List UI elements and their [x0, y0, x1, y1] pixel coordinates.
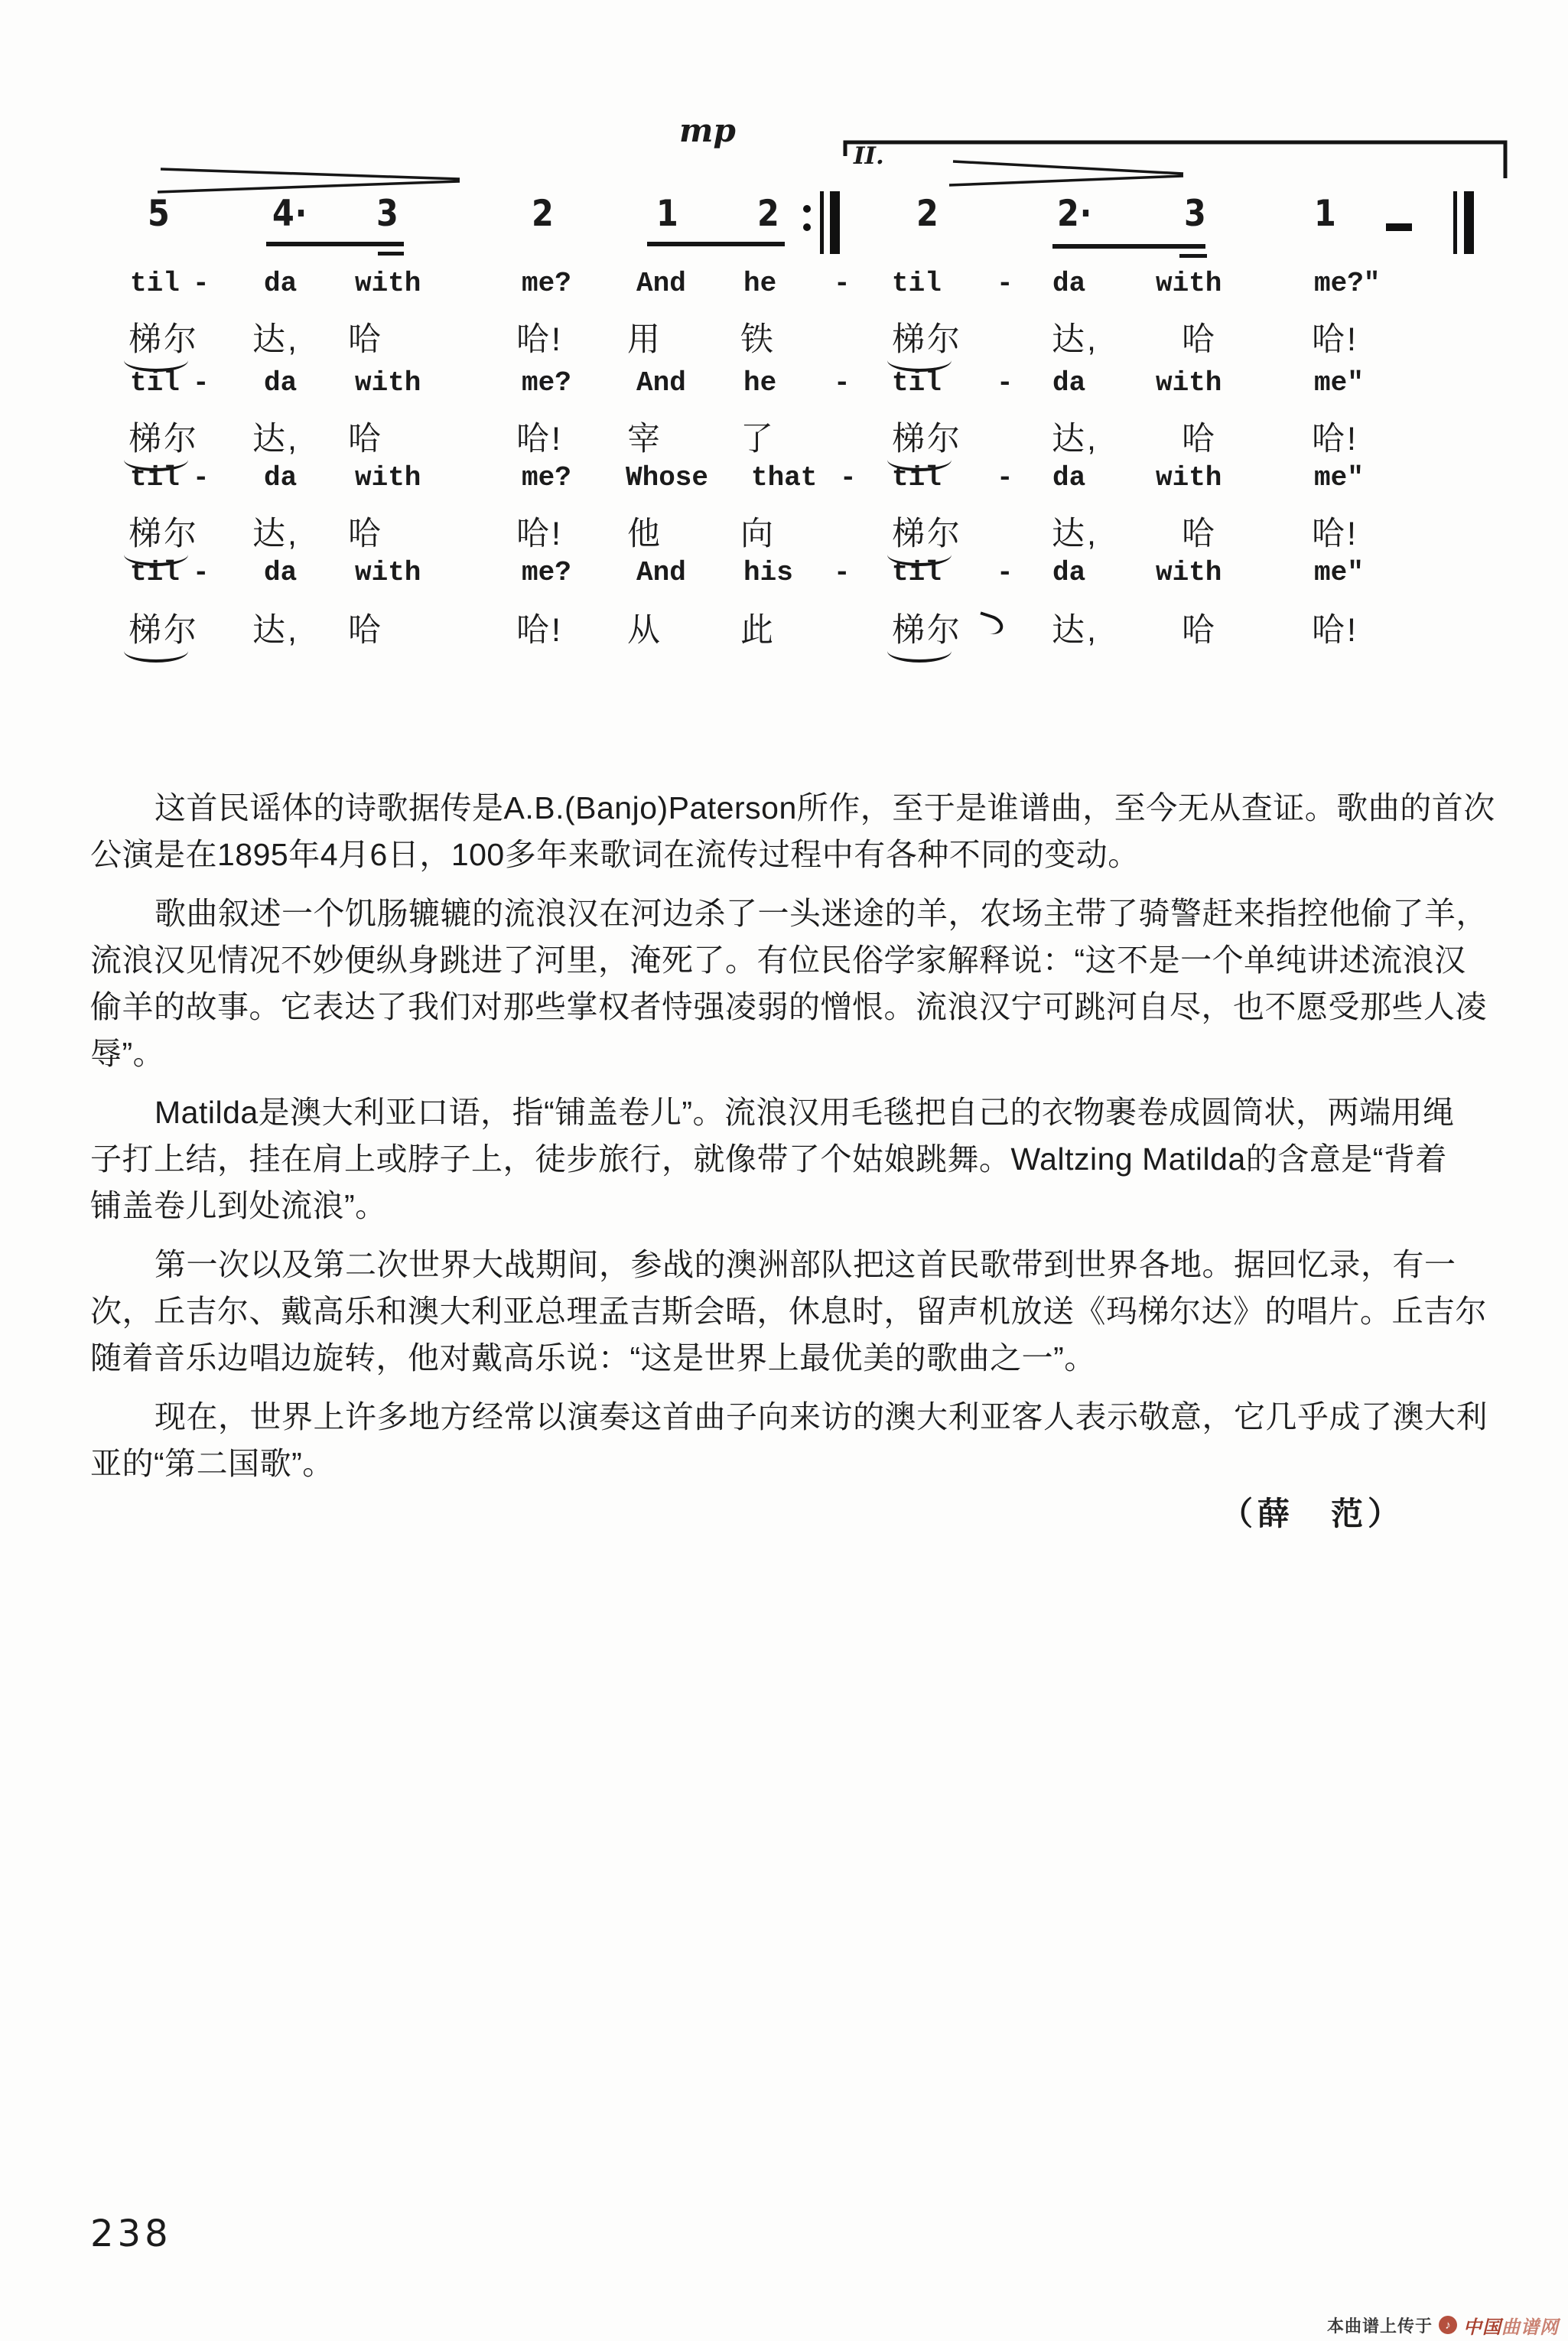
lyric-token: me"	[1314, 462, 1364, 493]
lyric-token: 哈	[348, 612, 383, 649]
essay-line: 现在，世界上许多地方经常以演奏这首曲子向来访的澳大利亚客人表示敬意，它几乎成了澳大利	[155, 1399, 1488, 1434]
lyric-token: with	[1156, 367, 1222, 399]
lyric-token: 达,	[1052, 421, 1098, 457]
lyric-token: -	[193, 268, 210, 299]
lyric-token: 哈	[1182, 321, 1217, 358]
lyric-token: with	[1156, 462, 1222, 493]
lyric-token: -	[834, 268, 851, 299]
lyric-token: da	[1052, 462, 1086, 493]
essay-line: 子打上结，挂在肩上或脖子上，徒步旅行，就像带了个姑娘跳舞。Waltzing Matilda的含意是“背着	[90, 1141, 1447, 1177]
quwang-logo-icon: ♪	[1439, 2316, 1457, 2334]
lyric-token: 梯尔	[892, 516, 962, 552]
repeat-dot	[803, 223, 811, 231]
lyric-token: 哈!	[516, 612, 563, 649]
lyric-token: me?	[522, 367, 571, 399]
lyric-token: 铁	[740, 321, 776, 358]
lyric-token: 哈	[1182, 612, 1217, 649]
lyric-token: til	[130, 268, 180, 299]
lyric-token: -	[997, 268, 1013, 299]
lyric-token: 达,	[1052, 612, 1098, 649]
lyric-token: 达,	[252, 516, 299, 552]
lyric-token: -	[834, 367, 851, 399]
lyric-token: til	[892, 367, 942, 399]
lyric-row-en	[0, 268, 1568, 317]
lyric-token: -	[997, 557, 1013, 588]
lyric-token: me?	[522, 557, 571, 588]
lyric-token: -	[997, 462, 1013, 493]
essay-line: 辱”。	[90, 1036, 165, 1071]
essay-line: 亚的“第二国歌”。	[90, 1446, 334, 1481]
lyric-token: me"	[1314, 557, 1364, 588]
lyric-token: 哈	[348, 516, 383, 552]
lyric-token: -	[193, 557, 210, 588]
lyric-token: 了	[740, 421, 776, 457]
note-digit: 1	[656, 193, 679, 235]
essay-line: 歌曲叙述一个饥肠辘辘的流浪汉在河边杀了一头迷途的羊，农场主带了骑警赶来指控他偷了羊，	[155, 896, 1488, 931]
lyric-token: And	[636, 557, 686, 588]
lyric-token: -	[193, 367, 210, 399]
lyric-row-en	[0, 367, 1568, 416]
lyric-token: 哈	[348, 421, 383, 457]
lyric-token: 哈	[1182, 516, 1217, 552]
lyric-token: with	[355, 462, 421, 493]
note-digit: 3	[376, 193, 399, 235]
lyric-token: his	[743, 557, 793, 588]
volta-label: II.	[854, 142, 884, 170]
lyric-token: da	[264, 268, 298, 299]
lyric-token: me?	[522, 462, 571, 493]
lyric-token: 达,	[1052, 516, 1098, 552]
lyric-token: 哈!	[1312, 612, 1358, 649]
lyric-token: 哈	[1182, 421, 1217, 457]
lyric-token: that	[751, 462, 818, 493]
lyric-token: 梯尔	[128, 612, 199, 649]
page-number: 238	[90, 2212, 172, 2255]
note-digit: 2·	[1057, 193, 1093, 235]
lyric-token: 哈!	[516, 516, 563, 552]
lyric-token: til	[130, 462, 180, 493]
lyric-token: -	[834, 557, 851, 588]
lyric-token: -	[840, 462, 857, 493]
lyric-token: 梯尔	[128, 321, 199, 358]
final-barline-thin	[1453, 191, 1457, 254]
lyric-slur	[124, 640, 188, 663]
note-digit: 5	[148, 193, 171, 235]
repeat-barline-thick	[830, 191, 840, 254]
paragraph	[90, 785, 1495, 878]
note-digit: 1	[1314, 193, 1337, 235]
lyric-slur	[887, 640, 952, 663]
lyric-token: -	[193, 462, 210, 493]
decrescendo-hairpin-left	[158, 169, 460, 192]
lyric-token: til	[892, 557, 942, 588]
watermark-brand-part2: 曲谱网	[1501, 2317, 1559, 2338]
watermark-brand	[1463, 2312, 1559, 2339]
lyric-token: 哈!	[1312, 321, 1358, 358]
lyric-token: with	[1156, 268, 1222, 299]
lyric-token: til	[130, 557, 180, 588]
essay	[90, 785, 1495, 1499]
lyric-token: And	[636, 268, 686, 299]
paragraph	[90, 890, 1488, 1077]
lyric-token: 哈!	[516, 421, 563, 457]
watermark	[1327, 2313, 1559, 2336]
lyric-token: 梯尔	[128, 516, 199, 552]
lyric-token: 向	[740, 516, 776, 552]
lyric-token: me"	[1314, 367, 1364, 399]
repeat-barline-thin	[820, 191, 824, 254]
lyric-token: 哈	[348, 321, 383, 358]
dynamic-marking: mp	[679, 112, 736, 149]
lyric-token: da	[264, 462, 298, 493]
watermark-brand-part1: 中国	[1463, 2317, 1501, 2338]
note-digit: 4·	[272, 193, 308, 235]
repeat-dot	[803, 205, 811, 213]
translator-signature: （薛 范）	[1221, 1496, 1405, 1532]
note-digit: 3	[1184, 193, 1207, 235]
essay-line: 流浪汉见情况不妙便纵身跳进了河里，淹死了。有位民俗学家解释说：“这不是一个单纯讲述流浪汉	[90, 943, 1466, 978]
final-barline-thick	[1464, 191, 1474, 254]
lyric-token: 梯尔	[892, 321, 962, 358]
lyric-token: da	[264, 557, 298, 588]
lyric-token: 他	[627, 516, 662, 552]
lyric-token: 达,	[252, 321, 299, 358]
lyric-token: 哈!	[1312, 421, 1358, 457]
sub-beam	[378, 252, 404, 256]
lyric-token: he	[743, 367, 777, 399]
lyric-token: 梯尔	[892, 421, 962, 457]
lyric-token: 梯尔	[892, 612, 962, 649]
beam	[647, 242, 785, 246]
lyric-token: til	[130, 367, 180, 399]
lyric-row-en	[0, 557, 1568, 606]
lyric-token: 梯尔	[128, 421, 199, 457]
lyric-token: And	[636, 367, 686, 399]
lyric-token: da	[1052, 367, 1086, 399]
essay-line: 随着音乐边唱边旋转，他对戴高乐说：“这是世界上最优美的歌曲之一”。	[90, 1340, 1096, 1376]
lyric-token: with	[355, 557, 421, 588]
lyric-token: me?	[522, 268, 571, 299]
lyric-token: me?"	[1314, 268, 1381, 299]
paragraph	[90, 1394, 1488, 1487]
lyric-token: til	[892, 268, 942, 299]
lyric-token: til	[892, 462, 942, 493]
essay-line: 第一次以及第二次世界大战期间，参战的澳洲部队把这首民歌带到世界各地。据回忆录，有一	[155, 1247, 1456, 1282]
lyric-row-en	[0, 462, 1568, 511]
lyric-token: 达,	[252, 612, 299, 649]
lyric-token: 宰	[627, 421, 662, 457]
paragraph	[90, 1089, 1485, 1229]
note-digit: 2	[757, 193, 780, 235]
note-digit: 2	[916, 193, 939, 235]
beam	[266, 242, 404, 246]
essay-line: Matilda是澳大利亚口语，指“铺盖卷儿”。流浪汉用毛毯把自己的衣物裹卷成圆筒状，两端用绳	[155, 1095, 1455, 1130]
beam	[1052, 244, 1205, 249]
essay-line: 这首民谣体的诗歌据传是A.B.(Banjo)Paterson所作，至于是谁谱曲，至今无从查证。歌曲的首次	[155, 790, 1495, 825]
essay-line: 次，丘吉尔、戴高乐和澳大利亚总理孟吉斯会晤，休息时，留声机放送《玛梯尔达》的唱片。丘吉尔	[90, 1294, 1487, 1329]
lyric-row-zh	[0, 413, 1568, 462]
lyric-token: he	[743, 268, 777, 299]
note-digit: 2	[532, 193, 555, 235]
sub-beam	[1179, 254, 1207, 258]
lyric-token: Whose	[626, 462, 709, 493]
decrescendo-hairpin-right	[949, 161, 1183, 185]
lyric-row-zh	[0, 314, 1568, 363]
lyric-row-zh	[0, 508, 1568, 557]
lyric-token: da	[1052, 268, 1086, 299]
essay-line: 偷羊的故事。它表达了我们对那些掌权者恃强凌弱的憎恨。流浪汉宁可跳河自尽，也不愿受那些人凌	[90, 989, 1487, 1024]
lyric-token: da	[264, 367, 298, 399]
lyric-token: with	[1156, 557, 1222, 588]
half-note-dash	[1386, 223, 1412, 231]
lyric-token: with	[355, 268, 421, 299]
lyric-token: -	[997, 367, 1013, 399]
essay-line: 铺盖卷儿到处流浪”。	[90, 1188, 387, 1223]
lyric-token: 达,	[1052, 321, 1098, 358]
paragraph	[90, 1242, 1485, 1382]
notation-staff	[0, 0, 1568, 275]
lyric-token: 此	[740, 612, 776, 649]
lyric-token: 从	[627, 612, 662, 649]
lyric-token: da	[1052, 557, 1086, 588]
stray-curve-mark	[975, 611, 1006, 637]
lyric-token: 达,	[252, 421, 299, 457]
watermark-prefix: 本曲谱上传于	[1326, 2316, 1433, 2336]
lyric-token: with	[355, 367, 421, 399]
lyric-token: 哈!	[1312, 516, 1358, 552]
lyric-row-zh	[0, 604, 1568, 653]
essay-line: 公演是在1895年4月6日，100多年来歌词在流传过程中有各种不同的变动。	[90, 837, 1140, 872]
lyric-token: 用	[627, 321, 662, 358]
lyric-token: 哈!	[516, 321, 563, 358]
